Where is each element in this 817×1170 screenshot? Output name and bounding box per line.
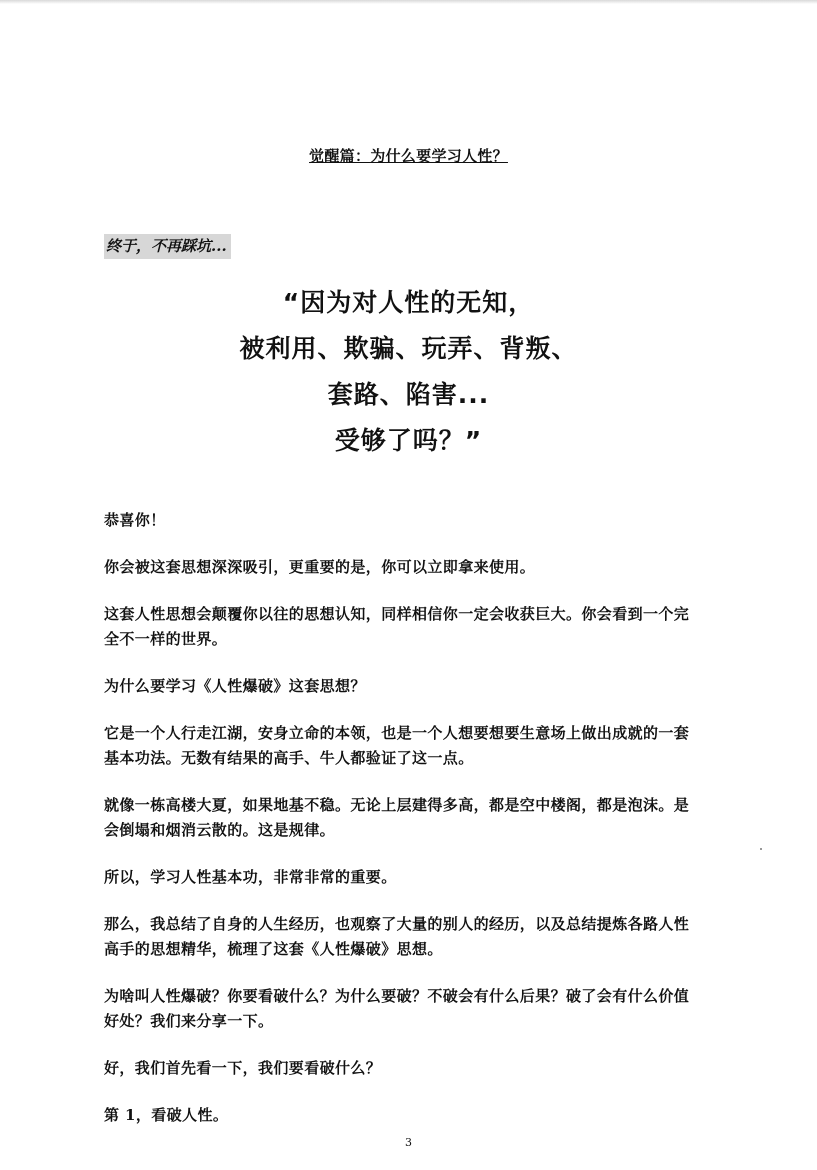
section-heading: 终于，不再踩坑...	[104, 234, 231, 259]
page-number: 3	[405, 1136, 412, 1149]
paragraph: 所以，学习人性基本功，非常非常的重要。	[104, 868, 397, 886]
paragraph: 恭喜你！	[104, 511, 166, 529]
quote-line-2: 被利用、欺骗、玩弄、背叛、	[239, 334, 578, 363]
quote-line-4: 受够了吗？”	[334, 426, 483, 455]
quote-line-1: “因为对人性的无知，	[282, 288, 535, 317]
paragraph: 为什么要学习《人性爆破》这套思想？	[104, 677, 366, 695]
paragraph: 好，我们首先看一下，我们要看破什么？	[104, 1059, 382, 1077]
scan-speck	[760, 848, 762, 850]
body-text	[104, 508, 704, 1150]
paragraph: 为啥叫人性爆破？你要看破什么？为什么要破？不破会有什么后果？破了会有什么价值好处？我们来分享一下。	[104, 987, 690, 1030]
paragraph: 它是一个人行走江湖，安身立命的本领，也是一个人想要想要生意场上做出成就的一套基本功法。无数有结果的高手、牛人都验证了这一点。	[104, 724, 690, 767]
quote-block	[0, 280, 817, 464]
paragraph: 第 1，看破人性。	[104, 1106, 229, 1124]
paragraph: 这套人性思想会颠覆你以往的思想认知，同样相信你一定会收获巨大。你会看到一个完全不一样的世界。	[104, 605, 690, 648]
quote-line-3: 套路、陷害...	[327, 380, 490, 409]
paragraph: 就像一栋高楼大夏，如果地基不稳。无论上层建得多高，都是空中楼阁，都是泡沫。是会倒塌和烟消云散的。这是规律。	[104, 796, 690, 839]
paragraph: 那么，我总结了自身的人生经历，也观察了大量的别人的经历，以及总结提炼各路人性高手的思想精华，梳理了这套《人性爆破》思想。	[104, 915, 690, 958]
chapter-title: 觉醒篇：为什么要学习人性？	[309, 147, 508, 165]
paragraph: 你会被这套思想深深吸引，更重要的是，你可以立即拿来使用。	[104, 558, 536, 576]
